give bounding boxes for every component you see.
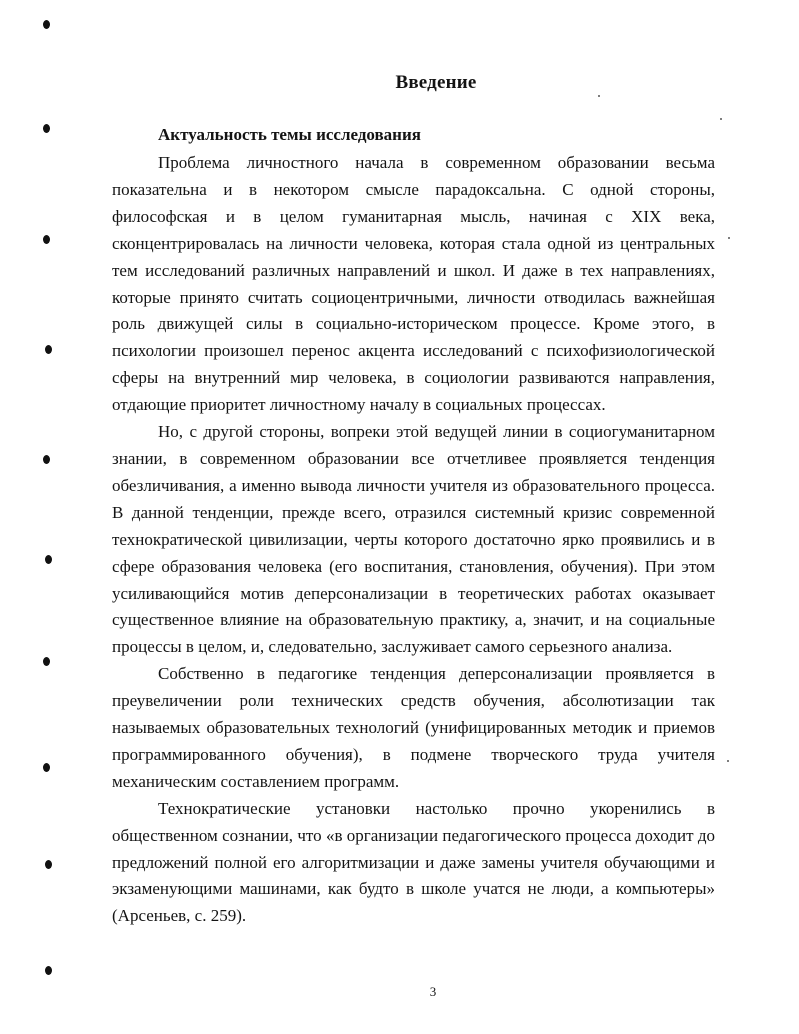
binder-hole-icon xyxy=(43,124,50,133)
binder-hole-icon xyxy=(43,235,50,244)
binder-hole-icon xyxy=(45,860,52,869)
scan-speck xyxy=(720,118,722,120)
binder-hole-icon xyxy=(43,455,50,464)
paragraph: Технократические установки настолько прочно укоренились в общественном сознании, что «в организации педагогического процесса доходит до предложений полной его алгоритмизации и даже замены учителя обучающими и экзаменующими машинами, как будто в школе учатся не люди, а компьютеры» (Арсеньев, с. 259). xyxy=(112,798,715,926)
scan-speck xyxy=(728,237,730,239)
binder-hole-icon xyxy=(43,20,50,29)
binder-hole-icon xyxy=(43,657,50,666)
scan-speck xyxy=(727,760,729,762)
document-body xyxy=(112,150,715,930)
page-number: 3 xyxy=(429,984,437,999)
paragraph: Проблема личностного начала в современном образовании весьма показательна и в некотором смысле парадоксальна. С одной стороны, философская и в целом гуманитарная мысль, начиная с XIX века, сконцентрировалась на личности человека, которая стала одной из центральных тем исследований различных направлений и школ. И даже в тех направлениях, которые принято считать социоцентричными, личности отводилась важнейшая роль движущей силы в социально-историческом процессе. Кроме этого, в психологии произошел перенос акцента исследований с психофизиологической сферы на внутренний мир человека, в социологии развиваются направления, отдающие приоритет личностному началу в социальных процессах. xyxy=(112,153,715,415)
binder-hole-icon xyxy=(45,345,52,354)
document-title: Введение xyxy=(395,72,477,93)
binder-hole-icon xyxy=(45,966,52,975)
scan-speck xyxy=(598,95,600,97)
paragraph: Собственно в педагогике тенденция деперсонализации проявляется в преувеличении роли технических средств обучения, абсолютизации так называемых образовательных технологий (унифицированных методик и приемов программированного обучения), в подмене творческого труда учителя механическим составлением программ. xyxy=(112,664,715,791)
paragraph: Но, с другой стороны, вопреки этой ведущей линии в социогуманитарном знании, в современном образовании все отчетливее проявляется тенденция обезличивания, а именно вывода личности учителя из образовательного процесса. В данной тенденции, прежде всего, отразился системный кризис современной технократической цивилизации, черты которого достаточно ярко проявились и в сфере образования человека (его воспитания, становления, обучения). При этом усиливающийся мотив деперсонализации в теоретических работах оказывает существенное влияние на образовательную практику, а, значит, и на социальные процессы в целом, и, следовательно, заслуживает самого серьезного анализа. xyxy=(112,422,715,657)
binder-hole-icon xyxy=(45,555,52,564)
binder-hole-icon xyxy=(43,763,50,772)
section-subtitle: Актуальность темы исследования xyxy=(158,125,421,144)
